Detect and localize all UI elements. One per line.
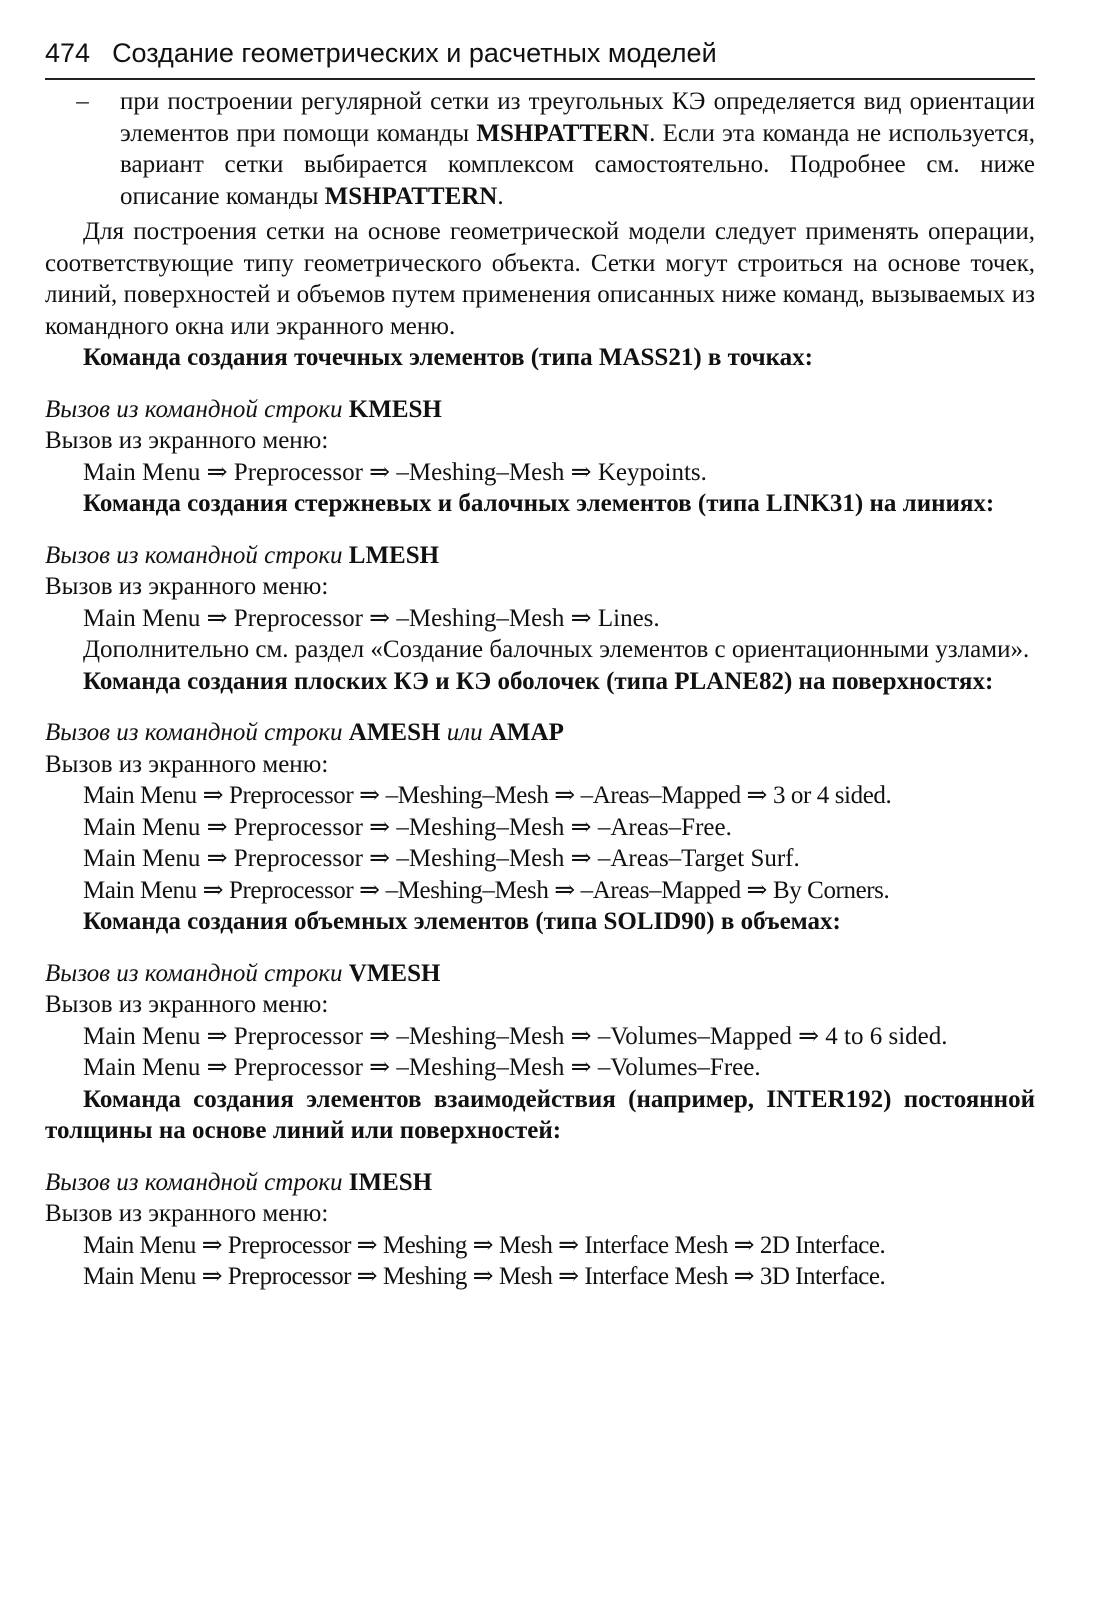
command-section — [45, 666, 1035, 907]
menu-call-label: Вызов из экранного меню: — [45, 1200, 329, 1227]
section-heading: Команда создания объемных элементов (типа SOLID90) в объемах: — [83, 908, 841, 935]
section-heading: Команда создания элементов взаимодействия (например, INTER192) постоянной толщины на основе линий или поверхностей: — [45, 1085, 1035, 1144]
menu-path: Main Menu ⇒ Preprocessor ⇒ –Meshing–Mesh ⇒ –Areas–Free. — [83, 813, 732, 841]
command-section — [45, 906, 1035, 1084]
menu-path: Main Menu ⇒ Preprocessor ⇒ –Meshing–Mesh ⇒ –Areas–Mapped ⇒ By Corners. — [83, 876, 890, 904]
menu-call-label: Вызов из экранного меню: — [45, 573, 329, 600]
section-heading: Команда создания стержневых и балочных элементов (типа LINK31) на линиях: — [83, 490, 995, 517]
command-name: MSHPATTERN — [476, 119, 650, 147]
dash-item-text — [120, 86, 1035, 212]
command-section — [45, 342, 1035, 488]
command-section — [45, 1084, 1035, 1293]
menu-path: Main Menu ⇒ Preprocessor ⇒ –Meshing–Mesh ⇒ –Volumes–Mapped ⇒ 4 to 6 sided. — [83, 1022, 948, 1050]
call-label: Вызов из командной строки — [45, 959, 343, 987]
command-name: KMESH — [348, 395, 442, 423]
menu-call-label: Вызов из экранного меню: — [45, 991, 329, 1018]
call-label: Вызов из командной строки — [45, 1168, 343, 1196]
command-line-call — [45, 540, 1035, 572]
section-note: Дополнительно см. раздел «Создание балочных элементов с ориентационными узлами». — [83, 636, 1030, 663]
document-page — [45, 36, 1035, 1293]
command-or: или — [446, 719, 483, 746]
command-line-call — [45, 1167, 1035, 1199]
page-number: 474 — [45, 38, 91, 68]
running-title: Создание геометрических и расчетных моделей — [112, 38, 717, 68]
menu-path: Main Menu ⇒ Preprocessor ⇒ Meshing ⇒ Mesh ⇒ Interface Mesh ⇒ 3D Interface. — [83, 1263, 886, 1290]
command-name: AMESH — [348, 719, 441, 746]
menu-call-label: Вызов из экранного меню: — [45, 750, 329, 778]
dash-bullet: – — [76, 88, 89, 115]
menu-call-label: Вызов из экранного меню: — [45, 427, 329, 454]
command-name-alt: AMAP — [488, 719, 564, 746]
running-header — [45, 36, 1035, 80]
menu-path: Main Menu ⇒ Preprocessor ⇒ –Meshing–Mesh ⇒ –Volumes–Free. — [83, 1054, 761, 1081]
menu-path: Main Menu ⇒ Preprocessor ⇒ –Meshing–Mesh ⇒ –Areas–Target Surf. — [83, 845, 800, 872]
command-line-call — [45, 717, 1035, 749]
command-name: LMESH — [348, 541, 440, 569]
menu-path: Main Menu ⇒ Preprocessor ⇒ –Meshing–Mesh ⇒ –Areas–Mapped ⇒ 3 or 4 sided. — [83, 782, 892, 809]
call-label: Вызов из командной строки — [45, 541, 343, 569]
dash-text-part-2: . Если эта команда не используется, вариант сетки выбирается комплексом самостоятельно. Подробнее см. ниже описание команды — [120, 119, 1035, 210]
command-line-call — [45, 394, 1035, 426]
call-label: Вызов из командной строки — [45, 395, 343, 423]
command-name: MSHPATTERN — [324, 182, 498, 210]
body-text — [45, 86, 1035, 1293]
section-heading: Команда создания плоских КЭ и КЭ оболочек (типа PLANE82) на поверхностях: — [83, 667, 994, 695]
dash-list-item — [45, 86, 1035, 212]
menu-path: Main Menu ⇒ Preprocessor ⇒ –Meshing–Mesh ⇒ Keypoints. — [83, 458, 707, 486]
command-name: VMESH — [348, 959, 441, 987]
command-name: IMESH — [348, 1168, 433, 1196]
menu-path: Main Menu ⇒ Preprocessor ⇒ Meshing ⇒ Mesh ⇒ Interface Mesh ⇒ 2D Interface. — [83, 1231, 886, 1259]
command-section — [45, 488, 1035, 666]
menu-path: Main Menu ⇒ Preprocessor ⇒ –Meshing–Mesh ⇒ Lines. — [83, 604, 660, 632]
dash-text-part-1: при построении регулярной сетки из треугольных КЭ определяется вид ориентации элементов при помощи команды — [120, 88, 1035, 147]
dash-text-part-3: . — [497, 182, 504, 210]
section-heading: Команда создания точечных элементов (типа MASS21) в точках: — [83, 344, 813, 371]
command-line-call — [45, 958, 1035, 990]
call-label: Вызов из командной строки — [45, 719, 343, 746]
intro-paragraph: Для построения сетки на основе геометрической модели следует применять операции, соответствующие типу геометрического объекта. Сетки могут строиться на основе точек, линий, поверхностей и объемов путем применения описанных ниже команд, вызываемых из командного окна или экранного меню. — [45, 218, 1035, 340]
